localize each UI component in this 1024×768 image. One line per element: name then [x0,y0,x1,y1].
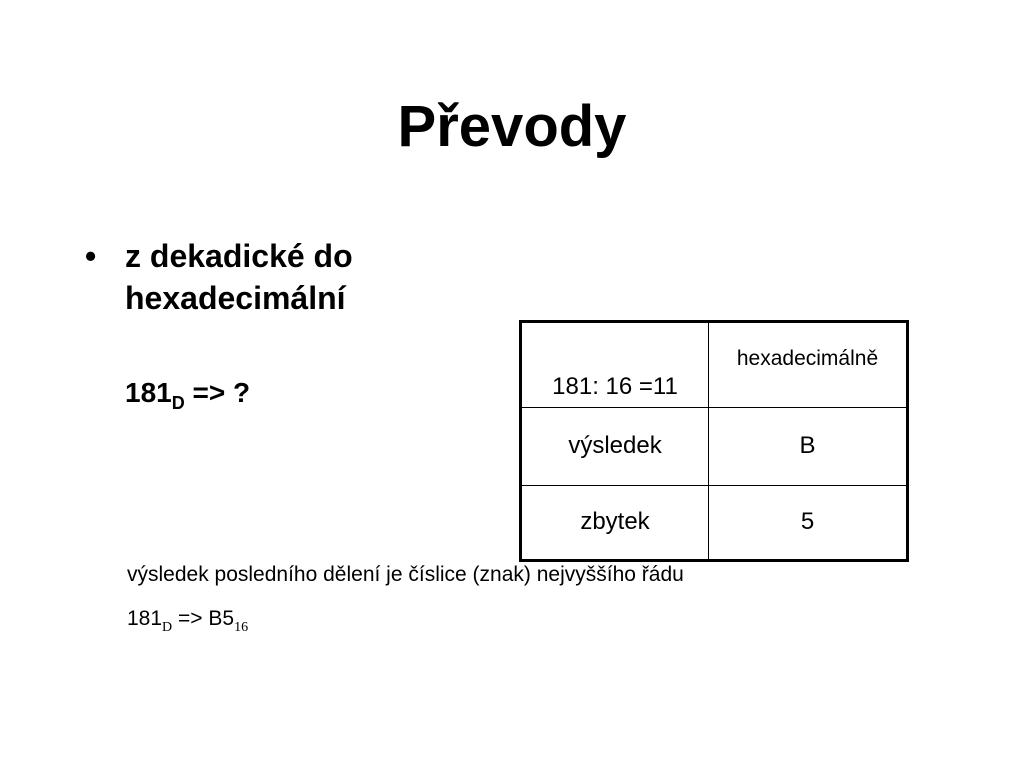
slide-title: Převody [397,94,627,159]
conversion-table-grid [522,323,906,559]
table-row [522,485,906,559]
table-header-row [522,323,906,407]
table-cell-value: B [709,407,907,485]
table-cell-label: výsledek [522,407,709,485]
conversion-result [127,607,249,635]
table-cell-label: zbytek [522,485,709,559]
bullet-dot-icon: • [85,238,97,274]
bullet-item [85,235,485,319]
result-subscript-from: D [162,620,173,635]
expression-arrow-question: => ? [184,377,251,408]
table-row [522,407,906,485]
bullet-list [85,235,485,319]
result-number: 181 [127,607,163,630]
table-header-hex: hexadecimálně [709,323,907,407]
conversion-table [519,320,909,562]
conversion-question [125,377,251,413]
note-text: výsledek posledního dělení je číslice (znak) nejvyššího řádu [127,563,684,586]
result-arrow-value: => B5 [172,607,235,630]
expression-subscript: D [171,393,185,413]
table-header-division: 181: 16 =11 [522,323,709,407]
bullet-text: z dekadické do hexadecimální [125,238,353,316]
table-cell-value: 5 [709,485,907,559]
expression-number: 181 [125,377,172,408]
result-subscript-to: 16 [234,620,249,635]
